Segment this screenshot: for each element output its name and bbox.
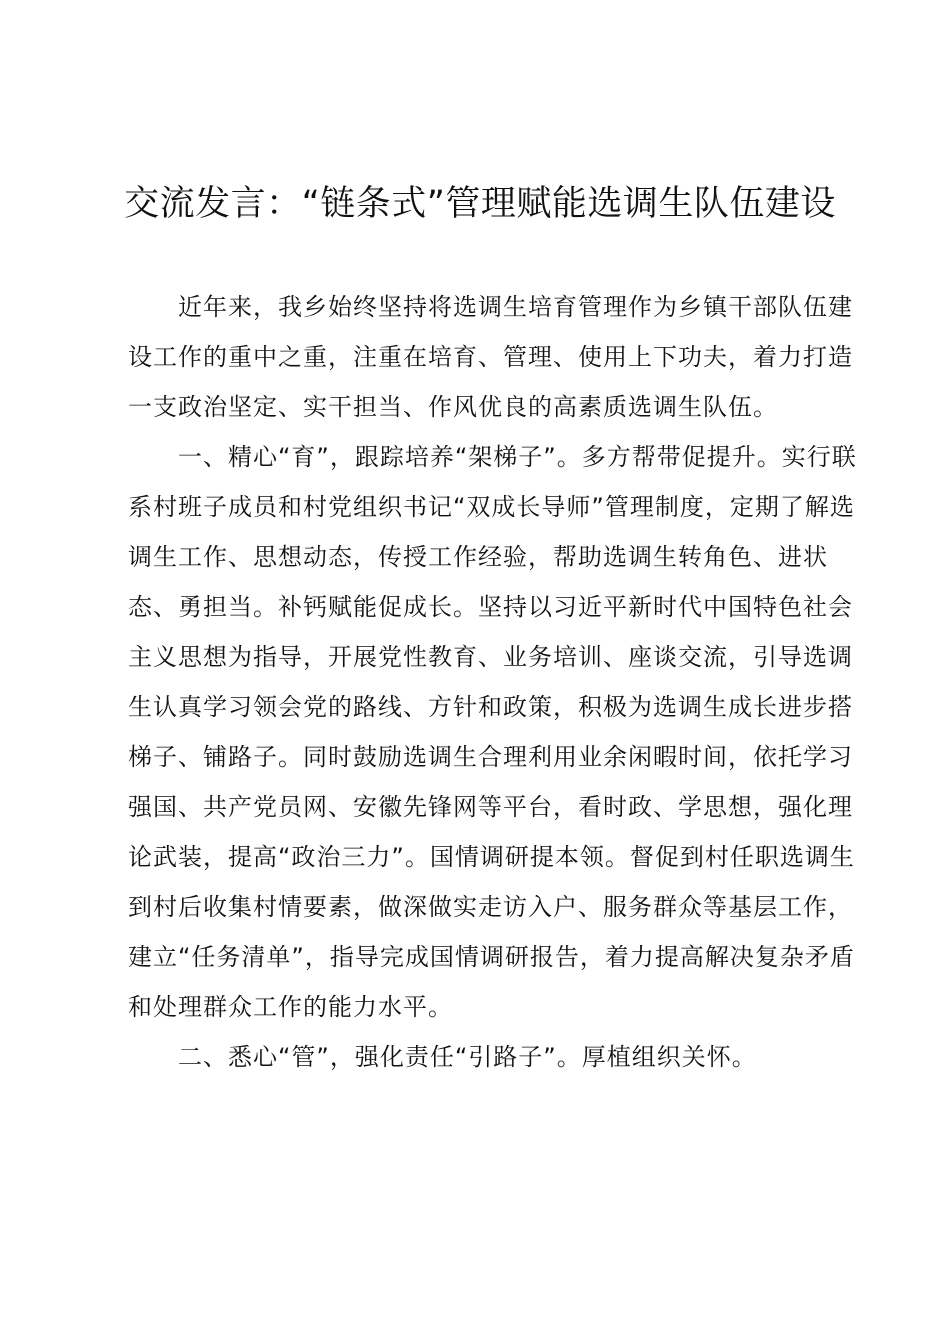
document-title: 交流发言：“链条式”管理赋能选调生队伍建设 (124, 184, 836, 224)
paragraph-section-two: 二、悉心“管”，强化责任“引路子”。厚植组织关怀。 (178, 1043, 757, 1071)
paragraph-section-one: 一、精心“育”，跟踪培养“架梯子”。多方帮带促提升。实行联系村班子成员和村党组织书记“双成长导师”管理制度，定期了解选调生工作、思想动态，传授工作经验，帮助选调生转角色、进状态、勇担当。补钙赋能促成长。坚持以习近平新时代中国特色社会主义思想为指导，开展党性教育、业务培训、座谈交流，引导选调生认真学习领会党的路线、方针和政策，积极为选调生成长进步搭梯子、铺路子。同时鼓励选调生合理利用业余闲暇时间，依托学习强国、共产党员网、安徽先锋网等平台，看时政、学思想，强化理论武装，提高“政治三力”。国情调研提本领。督促到村任职选调生到村后收集村情要素，做深做实走访入户、服务群众等基层工作，建立“任务清单”，指导完成国情调研报告，着力提高解决复杂矛盾和处理群众工作的能力水平。 (128, 443, 857, 1021)
paragraph-intro: 近年来，我乡始终坚持将选调生培育管理作为乡镇干部队伍建设工作的重中之重，注重在培育、管理、使用上下功夫，着力打造一支政治坚定、实干担当、作风优良的高素质选调生队伍。 (128, 293, 853, 421)
document-body (128, 282, 858, 1082)
